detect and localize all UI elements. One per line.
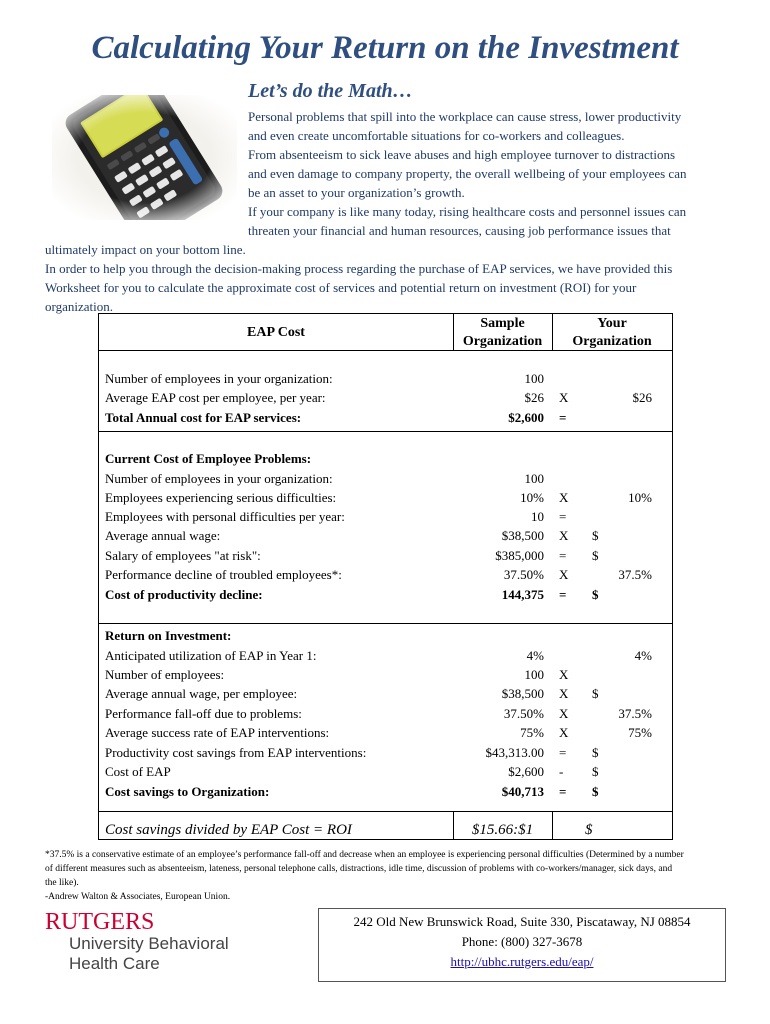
row-operator: X: [559, 725, 569, 740]
row-sample-value: $38,500: [501, 528, 544, 543]
row-sample-value: 37.50%: [503, 706, 544, 721]
intro-line: and even create uncomfortable situations for co-workers and colleagues.: [248, 128, 625, 143]
row-your-value: 10%: [628, 490, 652, 505]
contact-phone: Phone: (800) 327-3678: [461, 934, 583, 949]
intro-line: threaten your financial and human resources, causing job performance issues that: [248, 223, 671, 238]
row-operator: X: [559, 490, 569, 505]
contact-address: 242 Old New Brunswick Road, Suite 330, Piscataway, NJ 08854: [353, 914, 691, 929]
row-sample-value: 10%: [520, 490, 544, 505]
row-sample-value: 100: [524, 471, 544, 486]
row-sample-value: 4%: [526, 648, 544, 663]
row-sample-value: 100: [524, 371, 544, 386]
row-label: Performance fall-off due to problems:: [105, 706, 302, 721]
footnote-line: the like).: [45, 878, 79, 888]
row-label: Total Annual cost for EAP services:: [105, 410, 302, 425]
row-label: Cost savings to Organization:: [105, 784, 270, 799]
row-dollar-sign: $: [592, 587, 599, 602]
row-label: Number of employees:: [105, 667, 225, 682]
rutgers-logo: [45, 910, 265, 980]
row-sample-value: $26: [524, 390, 544, 405]
row-label: Average EAP cost per employee, per year:: [105, 390, 326, 405]
row-operator: =: [559, 509, 567, 524]
footnote-source: -Andrew Walton & Associates, European Union.: [45, 892, 231, 902]
row-sample-value: 100: [524, 667, 544, 682]
intro-line: Personal problems that spill into the workplace can cause stress, lower productivity: [248, 109, 682, 124]
intro-line: If your company is like many today, rising healthcare costs and personnel issues can: [248, 204, 687, 219]
row-label: Anticipated utilization of EAP in Year 1:: [105, 648, 317, 663]
row-operator: -: [559, 764, 564, 779]
roi-sample-value: $15.66:$1: [471, 822, 534, 838]
contact-box: [318, 908, 726, 982]
row-label: Productivity cost savings from EAP interventions:: [105, 745, 367, 760]
row-operator: X: [559, 390, 569, 405]
row-dollar-sign: $: [592, 528, 599, 543]
logo-line3: Health Care: [69, 954, 160, 973]
footnote-line: *37.5% is a conservative estimate of an employee’s performance fall-off and decrease when an employee is experiencing personal difficulties (Determined by a number: [45, 850, 684, 860]
row-sample-value: $2,600: [508, 410, 544, 425]
row-operator: =: [559, 784, 567, 799]
row-label: Cost of EAP: [105, 764, 171, 779]
row-label: Average success rate of EAP interventions:: [105, 725, 330, 740]
row-label: Salary of employees "at risk":: [105, 548, 261, 563]
roi-worksheet-table: [98, 313, 673, 840]
body-line: organization.: [45, 299, 113, 314]
row-your-value: 37.5%: [618, 567, 652, 582]
logo-line2: University Behavioral: [69, 934, 229, 953]
row-sample-value: $43,313.00: [485, 745, 544, 760]
header-sample-organization: Sample Organization: [462, 316, 543, 349]
intro-line: be an asset to your organization’s growth.: [248, 185, 465, 200]
header-your-organization: Your Organization: [572, 316, 652, 349]
roi-your-value: $: [585, 822, 593, 838]
logo-rutgers: RUTGERS: [45, 909, 155, 935]
row-dollar-sign: $: [592, 686, 599, 701]
page-title: Calculating Your Return on the Investment: [91, 30, 679, 66]
body-line: In order to help you through the decision-making process regarding the purchase of EAP services, we have provided this: [45, 261, 673, 276]
row-operator: X: [559, 667, 569, 682]
row-label: Number of employees in your organization:: [105, 471, 333, 486]
row-dollar-sign: $: [592, 548, 599, 563]
row-label: Performance decline of troubled employees*:: [105, 567, 342, 582]
row-sample-value: $38,500: [501, 686, 544, 701]
row-dollar-sign: $: [592, 764, 599, 779]
row-operator: X: [559, 686, 569, 701]
roi-label: Cost savings divided by EAP Cost = ROI: [105, 822, 352, 838]
row-sample-value: 10: [531, 509, 544, 524]
row-operator: X: [559, 567, 569, 582]
page-subtitle: Let’s do the Math…: [248, 80, 413, 102]
row-sample-value: 75%: [520, 725, 544, 740]
header-eap-cost: EAP Cost: [247, 325, 305, 340]
row-operator: =: [559, 587, 567, 602]
row-label: Average annual wage, per employee:: [105, 686, 298, 701]
row-your-value: 37.5%: [618, 706, 652, 721]
row-sample-value: $40,713: [501, 784, 544, 799]
body-line: ultimately impact on your bottom line.: [45, 242, 246, 257]
row-your-value: $26: [632, 390, 652, 405]
row-label: Employees with personal difficulties per year:: [105, 509, 345, 524]
row-label: Employees experiencing serious difficulties:: [105, 490, 337, 505]
row-label: Average annual wage:: [105, 528, 221, 543]
row-operator: =: [559, 548, 567, 563]
body-line: Worksheet for you to calculate the approximate cost of services and potential return on investment (ROI) for your: [45, 280, 637, 295]
row-operator: X: [559, 528, 569, 543]
row-operator: X: [559, 706, 569, 721]
intro-line: and even damage to company property, the overall wellbeing of your employees can: [248, 166, 687, 181]
row-sample-value: $2,600: [508, 764, 544, 779]
calculator-image: [52, 95, 237, 220]
row-your-value: 75%: [628, 725, 652, 740]
section-heading: Current Cost of Employee Problems:: [105, 451, 312, 466]
row-label: Cost of productivity decline:: [105, 587, 263, 602]
footnote-line: of different measures such as absenteeism, lateness, personal telephone calls, distractions, idle time, discussion of problems with co-workers/manager, sick days, and: [45, 864, 673, 874]
intro-line: From absenteeism to sick leave abuses and high employee turnover to distractions: [248, 147, 676, 162]
section-heading: Return on Investment:: [105, 628, 232, 643]
row-operator: =: [559, 745, 567, 760]
contact-url-link[interactable]: http://ubhc.rutgers.edu/eap/: [450, 954, 594, 969]
row-dollar-sign: $: [592, 784, 599, 799]
row-sample-value: 144,375: [501, 587, 544, 602]
row-your-value: 4%: [634, 648, 652, 663]
row-sample-value: 37.50%: [503, 567, 544, 582]
row-sample-value: $385,000: [495, 548, 544, 563]
row-label: Number of employees in your organization:: [105, 371, 333, 386]
row-dollar-sign: $: [592, 745, 599, 760]
row-operator: =: [559, 410, 567, 425]
